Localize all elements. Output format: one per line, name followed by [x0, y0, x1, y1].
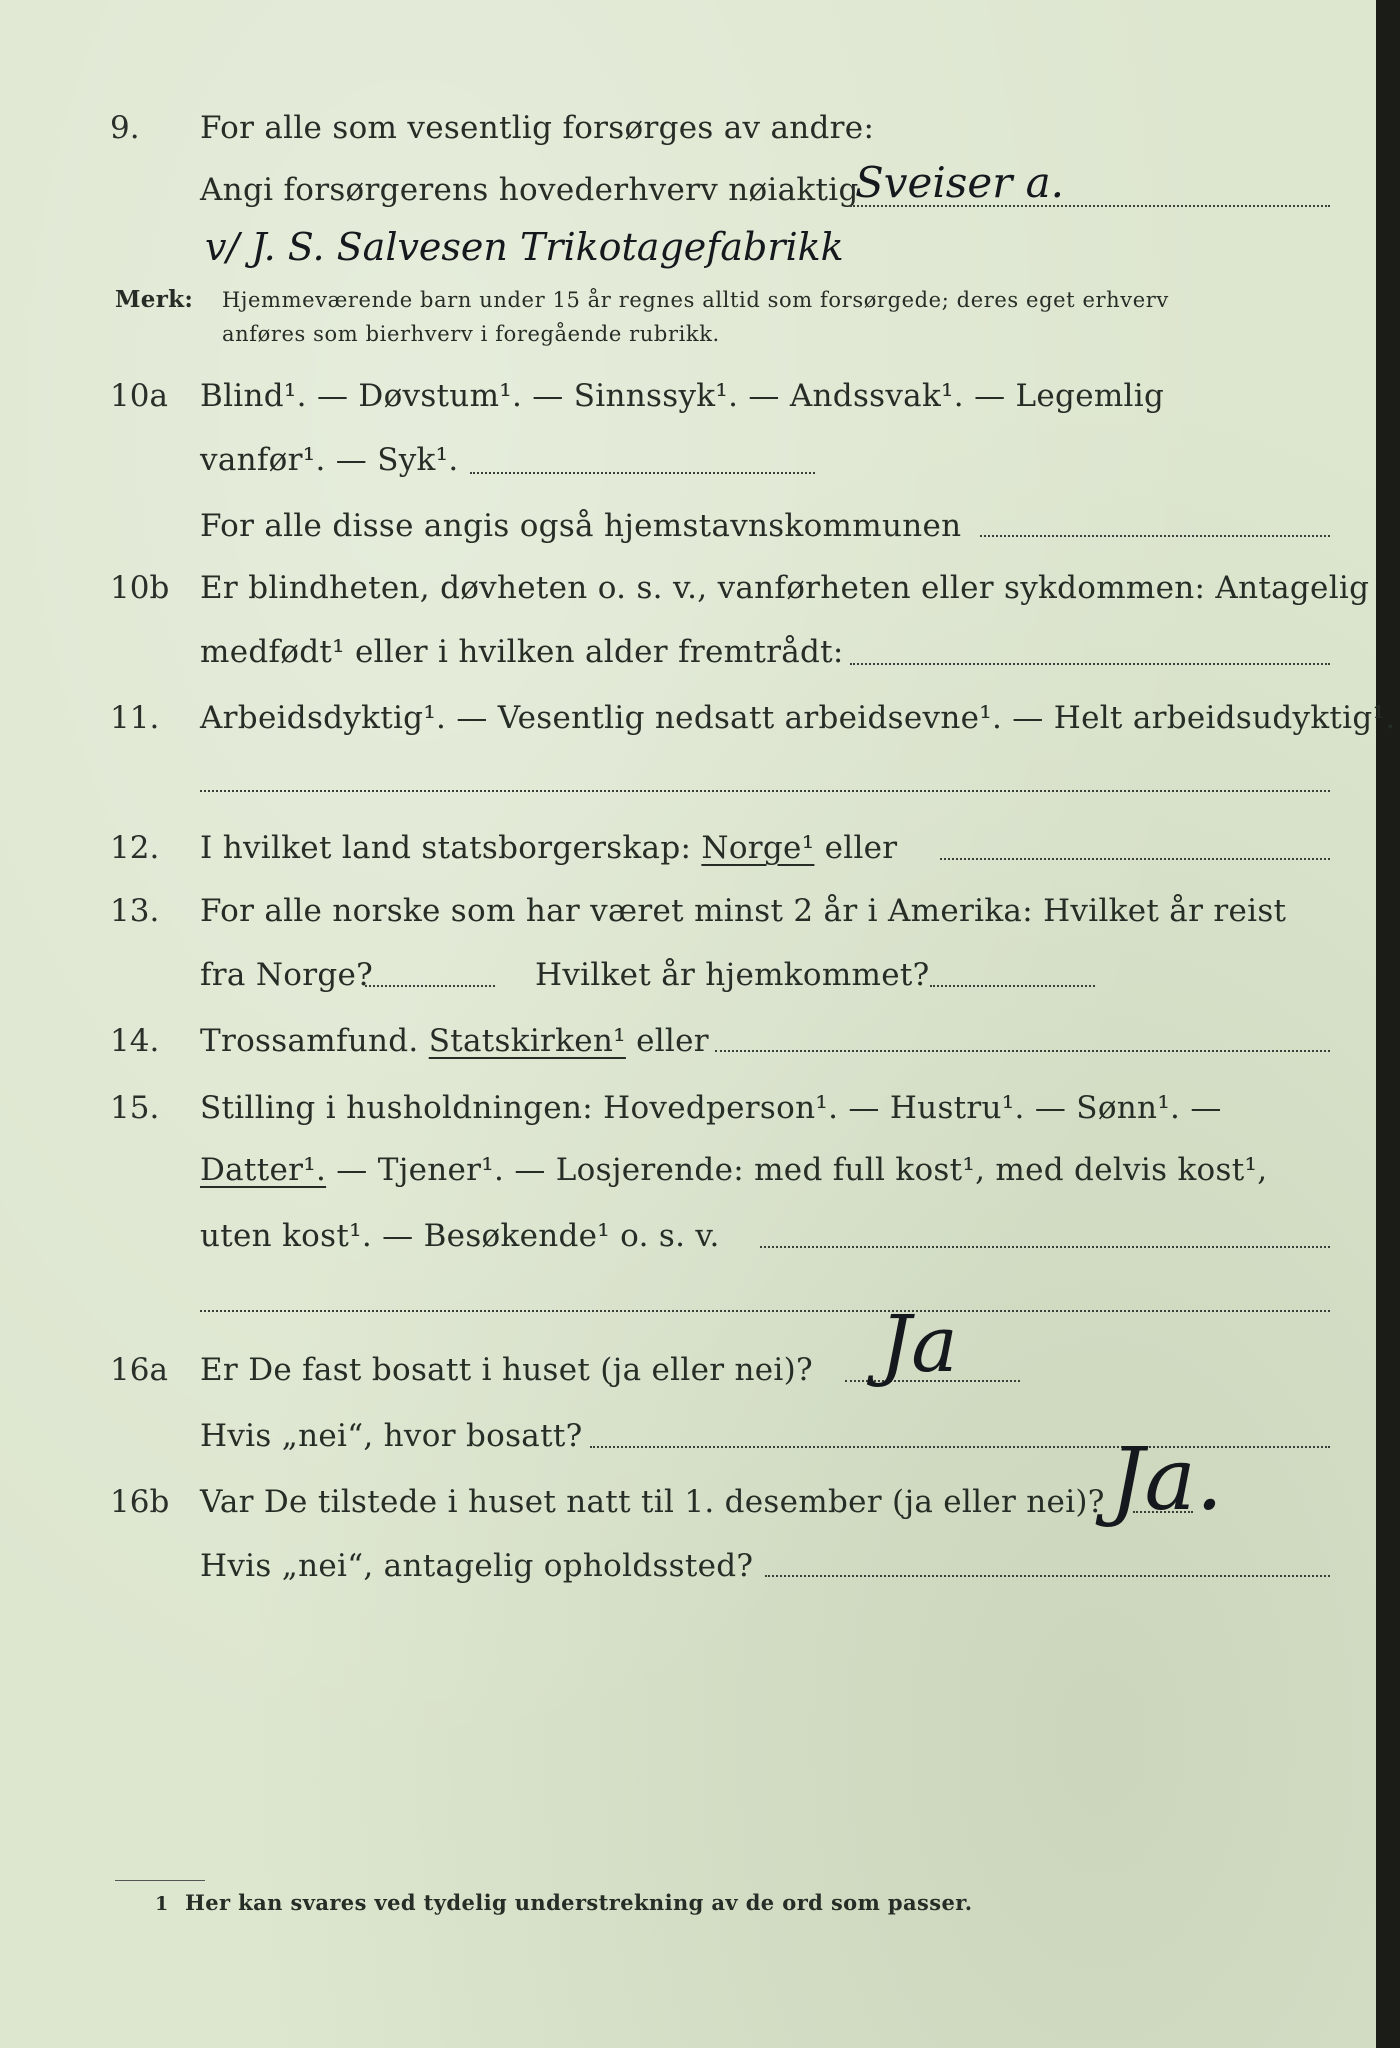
- q9-line1: For alle som vesentlig forsørges av andre:: [200, 110, 875, 146]
- q10b-line1: Er blindheten, døvheten o. s. v., vanførheten eller sykdommen: Antagelig: [200, 570, 1370, 606]
- merk-label: Merk:: [115, 286, 194, 313]
- q10b-line2: medfødt¹ eller i hvilken alder fremtrådt:: [200, 634, 844, 670]
- q10a-line2: vanfør¹. — Syk¹.: [200, 442, 459, 478]
- q16b-line2: Hvis „nei“, antagelig opholdssted?: [200, 1548, 754, 1584]
- q14-eller: eller: [636, 1023, 709, 1059]
- q16b-number: 16b: [110, 1484, 170, 1520]
- q16a-line2: Hvis „nei“, hvor bosatt?: [200, 1418, 583, 1454]
- q15-answer-line1: [760, 1246, 1330, 1248]
- q10b-number: 10b: [110, 570, 170, 606]
- q15-line2-wrap: [200, 1152, 1267, 1188]
- q15-line2: — Tjener¹. — Losjerende: med full kost¹, med delvis kost¹,: [336, 1152, 1268, 1188]
- q9-handwritten-answer2: v/ J. S. Salvesen Trikotagefabrikk: [205, 225, 844, 269]
- q10a-line3: For alle disse angis også hjemstavnskommunen: [200, 508, 962, 544]
- q16b-opholdssted-line: [765, 1575, 1330, 1577]
- q10b-alder-line: [850, 663, 1330, 665]
- q13-hjemkommet-label: Hvilket år hjemkommet?: [535, 957, 930, 993]
- q13-reist-label: fra Norge?: [200, 957, 374, 993]
- q13-number: 13.: [110, 893, 160, 929]
- q14-answer-line: [715, 1050, 1330, 1052]
- q11-number: 11.: [110, 700, 160, 736]
- q14-statskirken-underlined: Statskirken¹: [428, 1023, 626, 1059]
- q12-number: 12.: [110, 830, 160, 866]
- q16a-number: 16a: [110, 1352, 168, 1388]
- q12-question: I hvilket land statsborgerskap:: [200, 830, 692, 866]
- q15-line1: Stilling i husholdningen: Hovedperson¹. — Hustru¹. — Sønn¹. —: [200, 1090, 1222, 1126]
- q14-line: [200, 1023, 709, 1059]
- q15-line3: uten kost¹. — Besøkende¹ o. s. v.: [200, 1218, 720, 1254]
- q13-reist-line: [365, 985, 495, 987]
- q12-answer-line: [940, 858, 1330, 860]
- q16a-handwritten-answer: Ja: [880, 1300, 958, 1390]
- q16a-line1: Er De fast bosatt i huset (ja eller nei)?: [200, 1352, 813, 1388]
- merk-line1: Hjemmeværende barn under 15 år regnes alltid som forsørgede; deres eget erhverv: [222, 288, 1169, 312]
- q14-number: 14.: [110, 1023, 160, 1059]
- q16b-handwritten-answer: Ja.: [1110, 1430, 1224, 1530]
- q12-norge-underlined: Norge¹: [701, 830, 815, 866]
- q10a-syk-line: [470, 472, 815, 474]
- footnote-mark: 1: [155, 1893, 169, 1915]
- q15-answer-line2: [200, 1310, 1330, 1312]
- footnote-rule: [115, 1880, 205, 1881]
- q15-number: 15.: [110, 1090, 160, 1126]
- merk-line2: anføres som bierhverv i foregående rubrikk.: [222, 322, 720, 346]
- footnote-text: Her kan svares ved tydelig understrekning av de ord som passer.: [185, 1890, 973, 1915]
- q10a-hjemstavn-line: [980, 535, 1330, 537]
- q14-question: Trossamfund.: [200, 1023, 419, 1059]
- q9-number: 9.: [110, 110, 140, 146]
- q12-line: [200, 830, 897, 866]
- q16b-line1: Var De tilstede i huset natt til 1. desember (ja eller nei)?: [200, 1484, 1105, 1520]
- q13-line1: For alle norske som har været minst 2 år i Amerika: Hvilket år reist: [200, 893, 1287, 929]
- q13-hjemkommet-line: [930, 985, 1095, 987]
- q11-line1: Arbeidsdyktig¹. — Vesentlig nedsatt arbeidsevne¹. — Helt arbeidsudyktig¹.: [200, 700, 1396, 736]
- q11-answer-line: [200, 790, 1330, 792]
- q15-datter-underlined: Datter¹.: [200, 1152, 327, 1188]
- q10a-number: 10a: [110, 378, 168, 414]
- q10a-line1: Blind¹. — Døvstum¹. — Sinnssyk¹. — Andssvak¹. — Legemlig: [200, 378, 1165, 414]
- q12-eller: eller: [824, 830, 898, 866]
- q9-handwritten-answer1: Sveiser a.: [855, 158, 1065, 207]
- q9-label: Angi forsørgerens hovederhverv nøiaktig: [200, 172, 859, 208]
